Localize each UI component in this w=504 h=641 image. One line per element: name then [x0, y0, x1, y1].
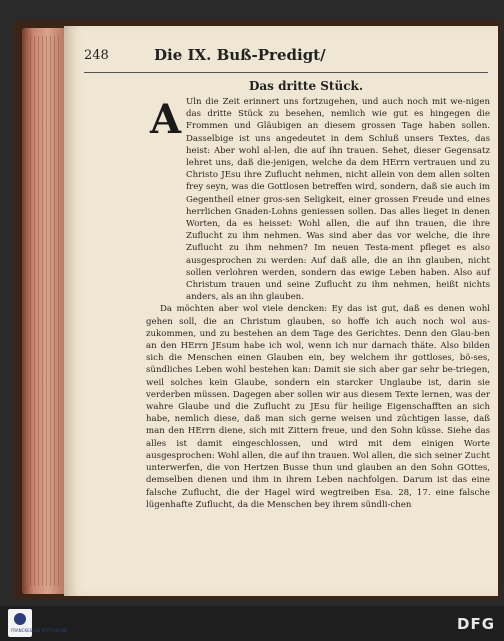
institution-logo — [8, 609, 68, 637]
page-number: 248 — [84, 48, 109, 63]
page-header — [84, 46, 488, 66]
logo-emblem-icon — [14, 613, 26, 625]
viewer-footer — [0, 606, 504, 641]
page-edge-lines — [30, 36, 60, 586]
section-title: Das dritte Stück. — [248, 79, 364, 93]
logo-caption: FRANCKESCHE STIFTUNGEN — [11, 628, 68, 633]
paragraph-1: Uln die Zeit erinnert uns fortzugehen, und auch noch mit we-nigen das dritte Stück zu besehen, nemlich wie gut es hingegen die Frommen und Gläubigen an diesem grossen Tage haben sollen. Dasselbige ist uns angedeutet in dem Schluß unsers Textes, das heist: Aber wohl al-len, die auf ihn trauen. Sehet, dieser Gegensatz lehret uns, daß die-jenigen, welche da dem HErrn vertrauen und zu Christo JEsu ihre Zuflucht nehmen, nicht allein von dem allen solten frey seyn, was die Gottlosen betreffen wird, sondern, daß sie auch im Gegentheil einer gros-sen Seligkeit, einer grossen Freude und eines herrlichen Gnaden-Lohns geniessen sollen. Das alles lieget in denen Worten, da es heisset: Wohl allen, die auf ihn trauen, die ihre Zuflucht zu ihm nehmen. Was sind aber das vor welche, die ihre Zuflucht zu ihm nehmen? Im neuen Testa-ment pfleget es also ausgesprochen zu werden: Auf daß alle, die an ihn glauben, nicht sollen verlohren werden, sondern das ewige Leben haben. Also auf Christum trauen und seine Zuflucht zu ihm nehmen, heißt nichts anders, als an ihn glauben. — [186, 97, 490, 303]
dfg-logo: DFG — [457, 615, 496, 633]
initial-letter: A — [150, 96, 182, 143]
body-text — [146, 96, 490, 511]
header-rule — [84, 72, 488, 73]
running-head: Die IX. Buß-Predigt/ — [154, 46, 326, 64]
paragraph-2: Da möchten aber wol viele dencken: Ey das ist gut, daß es denen wohl gehen soll, die an Christum glauben, so hoffe ich auch noch wol aus-zukommen, und zu bestehen an dem Tage des Gerichtes. Denn den Glau-ben an den HErrn JEsum habe ich wol, wenn ich nur darnach thäte. Also bilden sich die Menschen einen Glauben ein, bey welchem ihr gottloses, bö-ses, sündliches Leben wohl bestehen kan: Damit sie sich aber gar sehr be-triegen, weil solches kein Glaube, sondern ein starcker Unglaube ist, darin sie verderben müssen. Dagegen aber sollen wir aus diesem Texte lernen, was der wahre Glaube und die Zuflucht zu JEsu für heilige Eigenschafften an sich habe, nemlich diese, daß man sich gerne weisen und züchtigen lasse, daß man den HErrn diene, sich mit Zittern freue, und den Sohn küsse. Siehe das alles ist damit eingeschlossen, und wird mit dem einigen Worte ausgesprochen: Wohl allen, die auf ihn trauen. Wol allen, die sich seiner Zucht unterwerfen, die von Hertzen Busse thun und glauben an den Sohn GOttes, demselben dienen und ihm in ihrem Leben nachfolgen. Darum ist das eine falsche Zuflucht, die der Hagel wird wegtreiben Esa. 28, 17. eine falsche lügenhafte Zuflucht, da die Menschen bey ihrem sündli-chen — [146, 304, 490, 510]
decorated-initial — [150, 96, 186, 143]
